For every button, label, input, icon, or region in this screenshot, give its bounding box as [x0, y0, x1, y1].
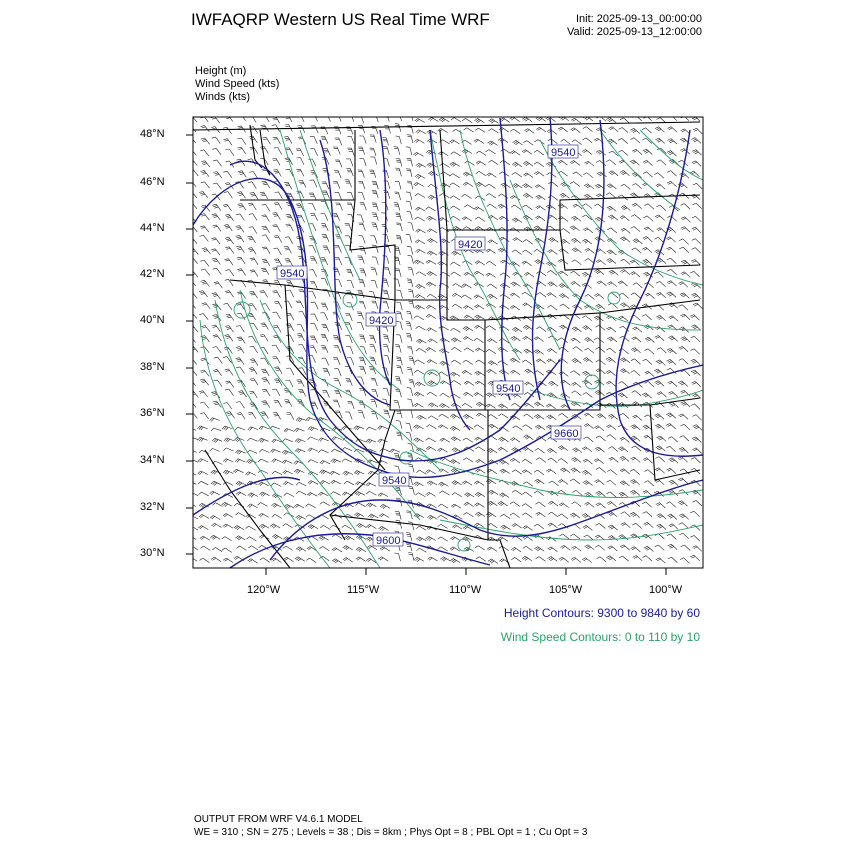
wind-barb-feather — [188, 492, 191, 495]
wind-barb-feather — [190, 493, 193, 496]
wind-barb-feather — [238, 116, 242, 117]
wind-barb-feather — [187, 280, 191, 281]
wind-barb-feather — [188, 403, 192, 404]
wind-barb-feather — [189, 371, 193, 372]
wind-barb-feather — [187, 336, 191, 337]
wind-barb-feather — [186, 535, 189, 538]
wind-barb-feather — [190, 437, 193, 440]
wind-barb-feather — [188, 358, 192, 359]
wind-barb-feather — [187, 126, 191, 127]
wind-barb-feather — [189, 271, 193, 272]
wind-barb-feather — [188, 338, 192, 339]
wind-barb-feather — [187, 181, 191, 182]
wind-barb-feather — [188, 281, 192, 282]
wind-barb-feather — [224, 115, 228, 116]
wind-barb-feather — [188, 313, 192, 314]
wind-barb-feather — [188, 192, 192, 193]
wind-barb-feather — [188, 482, 191, 485]
wind-barb-feather — [188, 203, 192, 204]
wind-barb-feather — [187, 137, 191, 138]
wind-barb-feather — [248, 116, 252, 117]
wind-barb-feather — [189, 537, 192, 539]
wind-barb-feather — [186, 472, 189, 475]
wind-barb-feather — [188, 226, 192, 227]
wind-barb-feather — [188, 428, 191, 431]
wind-barb-feather — [187, 302, 191, 303]
wind-barb-feather — [284, 115, 288, 116]
wind-barb-feather — [188, 292, 192, 293]
wind-barb-feather — [189, 339, 193, 340]
wind-barb-feather — [187, 216, 191, 217]
wind-barb-feather — [189, 193, 193, 194]
wind-barb-feather — [188, 238, 192, 239]
wind-barb-feather — [188, 370, 192, 371]
wind-barb-feather — [189, 326, 193, 327]
wind-barb-feather — [190, 527, 193, 529]
wind-barb-feather — [187, 449, 190, 452]
wind-barb-feather — [186, 427, 189, 430]
wind-barb-feather — [189, 473, 192, 476]
wind-barb-feather — [188, 159, 192, 160]
wind-barb-feather — [188, 526, 191, 528]
wind-barb-feather — [407, 113, 411, 114]
wind-barb-feather — [261, 115, 265, 116]
wind-barb-feather — [187, 380, 191, 381]
wind-barb-feather — [189, 204, 193, 205]
wind-barb-feather — [237, 114, 241, 115]
wind-barb-feather — [188, 437, 191, 440]
wind-barb-feather — [187, 401, 191, 402]
wind-barb-feather — [188, 472, 191, 475]
wind-barb-feather — [189, 412, 193, 413]
wind-barb-feather — [186, 481, 189, 484]
wind-barb-feather — [188, 116, 192, 117]
wind-barb-feather — [189, 258, 193, 259]
wind-barb-feather — [186, 503, 189, 506]
wind-barb-feather — [188, 515, 191, 518]
wind-barb-feather — [189, 360, 193, 361]
wind-barb-feather — [188, 536, 191, 538]
wind-barb-feather — [187, 149, 191, 150]
wind-barb-feather — [189, 151, 193, 152]
